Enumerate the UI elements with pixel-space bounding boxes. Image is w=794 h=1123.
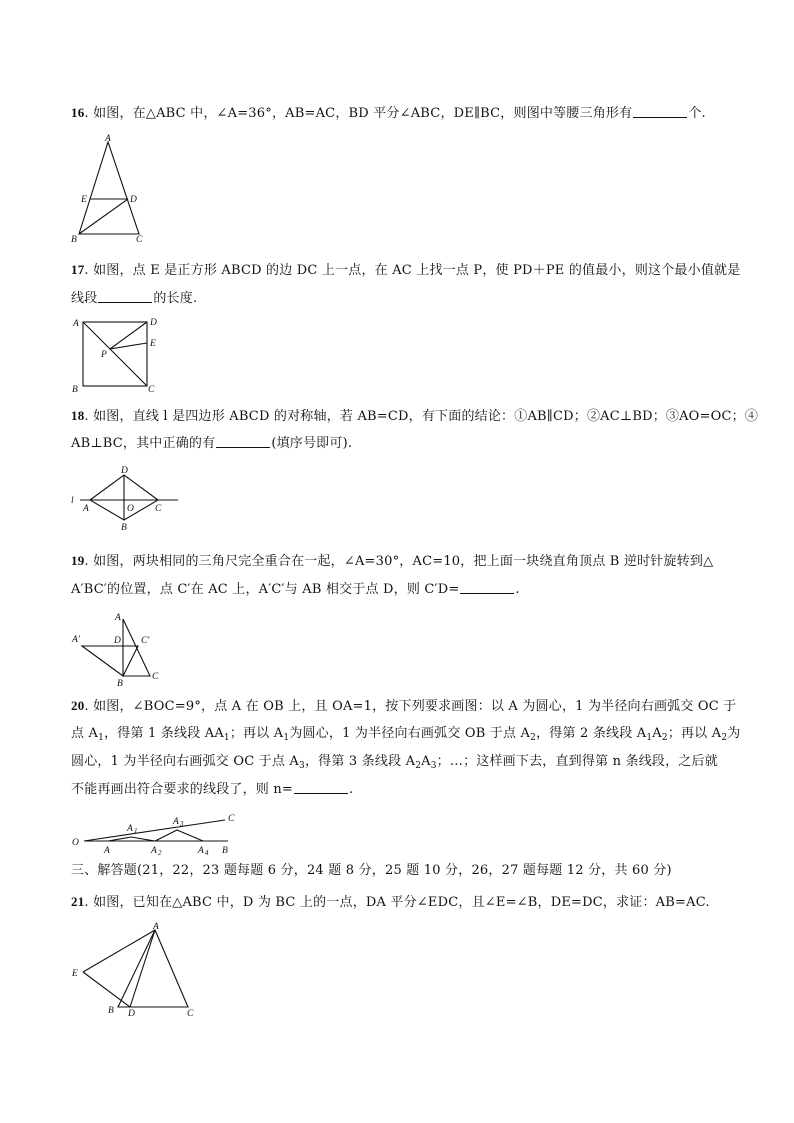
- q18-label-d: D: [121, 466, 128, 476]
- q21-label-c: C: [187, 1009, 194, 1019]
- q20-label-a4-sub-num: 4: [205, 849, 209, 857]
- q20-label-o: O: [72, 838, 79, 848]
- q20-label-c: C: [228, 814, 235, 824]
- q20-line4-after: .: [349, 782, 354, 797]
- sub-2: 2: [661, 733, 668, 743]
- q20-label-a: A: [104, 846, 110, 856]
- q21-label-b: B: [108, 1006, 114, 1016]
- q18-label-b: B: [121, 523, 127, 533]
- q19-line1-text: . 如图，两块相同的三角尺完全重合在一起，∠A=30°，AC=10，把上面一块绕直角顶点 B 逆时针旋转到△: [84, 554, 714, 569]
- q16-label-a: A: [105, 134, 111, 144]
- sub-3: 3: [430, 761, 437, 771]
- q16-triangle-abc: [79, 142, 139, 234]
- q19-label-a: A: [115, 613, 121, 623]
- q21-label-a: A: [153, 922, 159, 932]
- q17-figure: [70, 313, 165, 395]
- q19-triangle-a1bc1: [82, 646, 138, 676]
- q20-line3-c: ；…；这样画下去，直到得第 n 条线段，之后就: [436, 754, 718, 769]
- q20-line2: 点 $A_1$，得第 1 条线段 $AA_1$；再以 $A_1$为圆心，1 为半径向右画弧交 OB 于点 $A_2$，得第 2 条线段 $A_1A_2$；再以 $A_2$为: [71, 726, 741, 743]
- q21-segment-da: [130, 930, 155, 1007]
- q20-line2-b: ，得第 1 条线段 AA: [104, 726, 224, 741]
- q17-label-e: E: [150, 339, 156, 349]
- q18-line1: [71, 407, 758, 426]
- q20-label-b: B: [222, 846, 228, 856]
- q21-text: [71, 893, 710, 912]
- q20-label-a3: A: [173, 817, 179, 827]
- q20-line3: 圆心，1 为半径向右画弧交 OC 于点 $A_3$，得第 3 条线段 $A_2A_3$；…；这样画下去，直到得第 n 条线段，之后就: [71, 754, 718, 771]
- q19-figure: [70, 609, 165, 689]
- q21-segment-ea: [83, 930, 155, 972]
- q17-diagonal-ac: [83, 322, 147, 386]
- q17-label-b: B: [72, 385, 78, 395]
- q18-label-a: A: [83, 504, 89, 514]
- sub-2: 2: [721, 733, 728, 743]
- q16-number: 16: [71, 105, 85, 120]
- q17-line2: [71, 290, 197, 308]
- q20-line2-d: 为圆心，1 为半径向右画弧交 OB 于点 A: [289, 726, 531, 741]
- q17-line1-text: . 如图，点 E 是正方形 ABCD 的边 DC 上一点，在 AC 上找一点 P，使 PD＋PE 的值最小，则这个最小值就是: [84, 263, 741, 278]
- q16-text-before: . 如图，在△ABC 中，∠A=36°，AB=AC，BD 平分∠ABC，DE∥BC，则图中等腰三角形有: [84, 106, 633, 121]
- q20-label-a2: A: [151, 846, 157, 856]
- q16-label-c: C: [136, 235, 143, 245]
- q17-label-a: A: [73, 319, 79, 329]
- q20-ray-oc: [84, 820, 225, 841]
- q20-line4: [71, 781, 353, 799]
- sub-2: 2: [415, 761, 422, 771]
- q20-figure: [70, 810, 245, 857]
- q20-label-a2-sub: 2: [158, 849, 162, 857]
- q19-number: 19: [71, 553, 85, 568]
- q20-line2-g: 为: [727, 726, 741, 741]
- q20-label-a4: A: [198, 846, 204, 856]
- q21-figure: [70, 920, 210, 1020]
- q21-segment-ed: [83, 972, 130, 1007]
- q20-label-a1-sub: 1: [134, 827, 138, 835]
- q17-number: 17: [71, 262, 85, 277]
- q18-figure: [70, 463, 185, 535]
- q17-line2-after: 的长度.: [153, 291, 198, 306]
- q21-label-d: D: [128, 1009, 135, 1019]
- q20-label-a3-sub: 3: [180, 820, 184, 828]
- q18-label-c: C: [155, 504, 162, 514]
- sub-1: 1: [223, 733, 230, 743]
- q19-label-d: D: [114, 636, 121, 646]
- q19-label-b: B: [117, 679, 123, 689]
- q20-line2-c: ；再以 A: [229, 726, 284, 741]
- q19-line1: [71, 552, 713, 571]
- q20-line2-a: 点 A: [71, 726, 99, 741]
- q17-segment-pe: [110, 343, 147, 349]
- q19-label-a-prime: A′: [72, 635, 80, 645]
- q19-label-c-prime: C′: [141, 636, 150, 646]
- q20-number: 20: [71, 698, 85, 713]
- q21-text-body: . 如图，已知在△ABC 中，D 为 BC 上的一点，DA 平分∠EDC，且∠E=∠B，DE=DC，求证：AB=AC.: [84, 895, 710, 910]
- q17-line2-before: 线段: [71, 291, 98, 306]
- q16-label-d: D: [130, 195, 137, 205]
- q16-text: [71, 104, 706, 123]
- q17-line1: [71, 261, 740, 280]
- q18-answer-blank[interactable]: [216, 435, 270, 448]
- q18-number: 18: [71, 408, 85, 423]
- q17-segment-pd: [110, 322, 147, 349]
- sub-2: 2: [530, 733, 537, 743]
- sub-1: 1: [646, 733, 653, 743]
- q16-label-b: B: [71, 235, 77, 245]
- q21-number: 21: [71, 894, 85, 909]
- q16-answer-blank[interactable]: [633, 105, 687, 118]
- q19-line2: [71, 581, 520, 599]
- q21-label-e: E: [72, 969, 78, 979]
- q16-figure: [70, 135, 150, 245]
- sub-3: 3: [299, 761, 305, 771]
- q20-answer-blank[interactable]: [294, 781, 348, 794]
- q18-line2-before: AB⊥BC，其中正确的有: [71, 436, 216, 451]
- q19-line2-before: A′BC′的位置，点 C′在 AC 上，A′C′与 AB 相交于点 D，则 C′D=: [71, 582, 460, 597]
- q20-line2-f: ；再以 A: [667, 726, 722, 741]
- q17-label-c: C: [148, 385, 155, 395]
- q18-line2-after: (填序号即可).: [271, 436, 353, 451]
- q20-line3-b: ，得第 3 条线段 A: [304, 754, 416, 769]
- q17-label-p: P: [101, 350, 107, 360]
- q16-text-after: 个.: [688, 106, 706, 121]
- q21-triangle-abc: [118, 930, 188, 1007]
- q19-label-c: C: [152, 672, 159, 682]
- q18-line1-text: . 如图，直线 l 是四边形 ABCD 的对称轴，若 AB=CD，有下面的结论：①AB∥CD；②AC⊥BD；③AO=OC；④: [84, 409, 759, 424]
- q18-label-l: l: [71, 496, 74, 506]
- q20-line4-before: 不能再画出符合要求的线段了，则 n=: [71, 782, 293, 797]
- section3-heading: 三、解答题(21，22，23 题每题 6 分，24 题 8 分，25 题 10 分，26，27 题每题 12 分，共 60 分): [71, 863, 672, 878]
- q18-label-o: O: [127, 504, 134, 514]
- sub-1: 1: [283, 733, 290, 743]
- q17-answer-blank[interactable]: [98, 290, 152, 303]
- q20-line1: [71, 697, 736, 716]
- q20-line3-a: 圆心，1 为半径向右画弧交 OC 于点 A: [71, 754, 299, 769]
- sub-1: 1: [98, 733, 105, 743]
- q19-answer-blank[interactable]: [460, 581, 514, 594]
- q20-line1-text: . 如图，∠BOC=9°，点 A 在 OB 上，且 OA=1，按下列要求画图：以 A 为圆心，1 为半径向右画弧交 OC 于: [84, 699, 737, 714]
- q16-label-e: E: [81, 195, 87, 205]
- q18-line2: [71, 435, 352, 453]
- q20-label-a1: A: [127, 824, 133, 834]
- q19-line2-after: .: [515, 582, 520, 597]
- q17-label-d: D: [150, 318, 157, 328]
- q20-line2-e: ，得第 2 条线段 A: [536, 726, 647, 741]
